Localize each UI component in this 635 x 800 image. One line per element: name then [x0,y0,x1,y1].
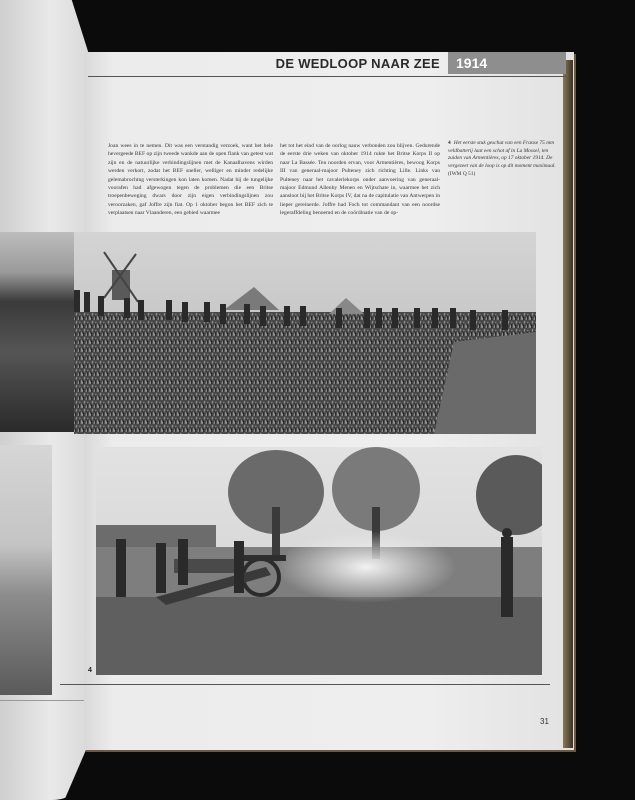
chapter-title: DE WEDLOOP NAAR ZEE [275,56,440,71]
caption-text: Het eerste stuk geschut van een Franse 75 mm veldbatterij laat een schot af in La Mossel, ten zuiden van Armentières, op 17 oktober 1914. De vergezeet van de loop is op dit moment maximaal. [448,140,556,169]
book-edge [563,60,573,748]
photo-caption [448,140,562,179]
caption-credit: (IWM Q 51) [448,171,476,178]
caption-number: 4 [448,140,451,146]
left-page-photo-top [0,232,76,432]
photo-number: 4 [88,667,92,674]
body-text-column-2: het tot het eind van de oorlog nauw verbonden zou blijven. Gedurende de eerste drie weken van oktober 1914 rukte het Britse Korps II op naar La Bassée. Ten noorden ervan, voor Armentières, bewoog Korps III van generaal-majoor Pulteney zich richting Lille. Links van Pulteney naar het cavaleriekorps onder aanvoering van generaal-majoor Edmund Allenby Menen en Wijtschate in, waarmee het zich aansloot bij het Britse Korps IV, dat na de capitulatie van Antwerpen in lieper gereinerde. Joffre had Foch tot commandant van een noordse legeraffdeling benoemd en de coördinatie van de op- [280,143,440,217]
photo-field-gun-firing [96,447,542,675]
left-page-footer-rule [0,700,92,701]
body-text-column-1: Joan wees in te nemen. Dit was een verstandig verzoek, want het hele hevergeede BEF op zijn tweede wankde aan de open flank van getest wat zijn en de natuurlijke verbindingslijnen met de Kanaalhavens wirden werden verkort, zodat het BEF sneller, welliger en minder redelijke gelemabrochtng versterkingen kon laten komen. Nadat bij de tungelijke voorafen had afgewogen tegen de problemen die een Britse troepenbeweging dwars door zijn eigen verbindingslijnen zou veroorzaken, gaf Joffre zijn fiat. Op 1 oktober begon het BEF zich te verplaatsen naar Vlaanderen, een gebied waarmee [108,143,273,217]
footer-rule [60,684,550,685]
left-page-photo-bottom [0,445,52,695]
header-rule [88,76,566,77]
year-label: 1914 [448,52,566,74]
photo-soldiers-marching [74,232,536,434]
page-number: 31 [540,717,549,726]
